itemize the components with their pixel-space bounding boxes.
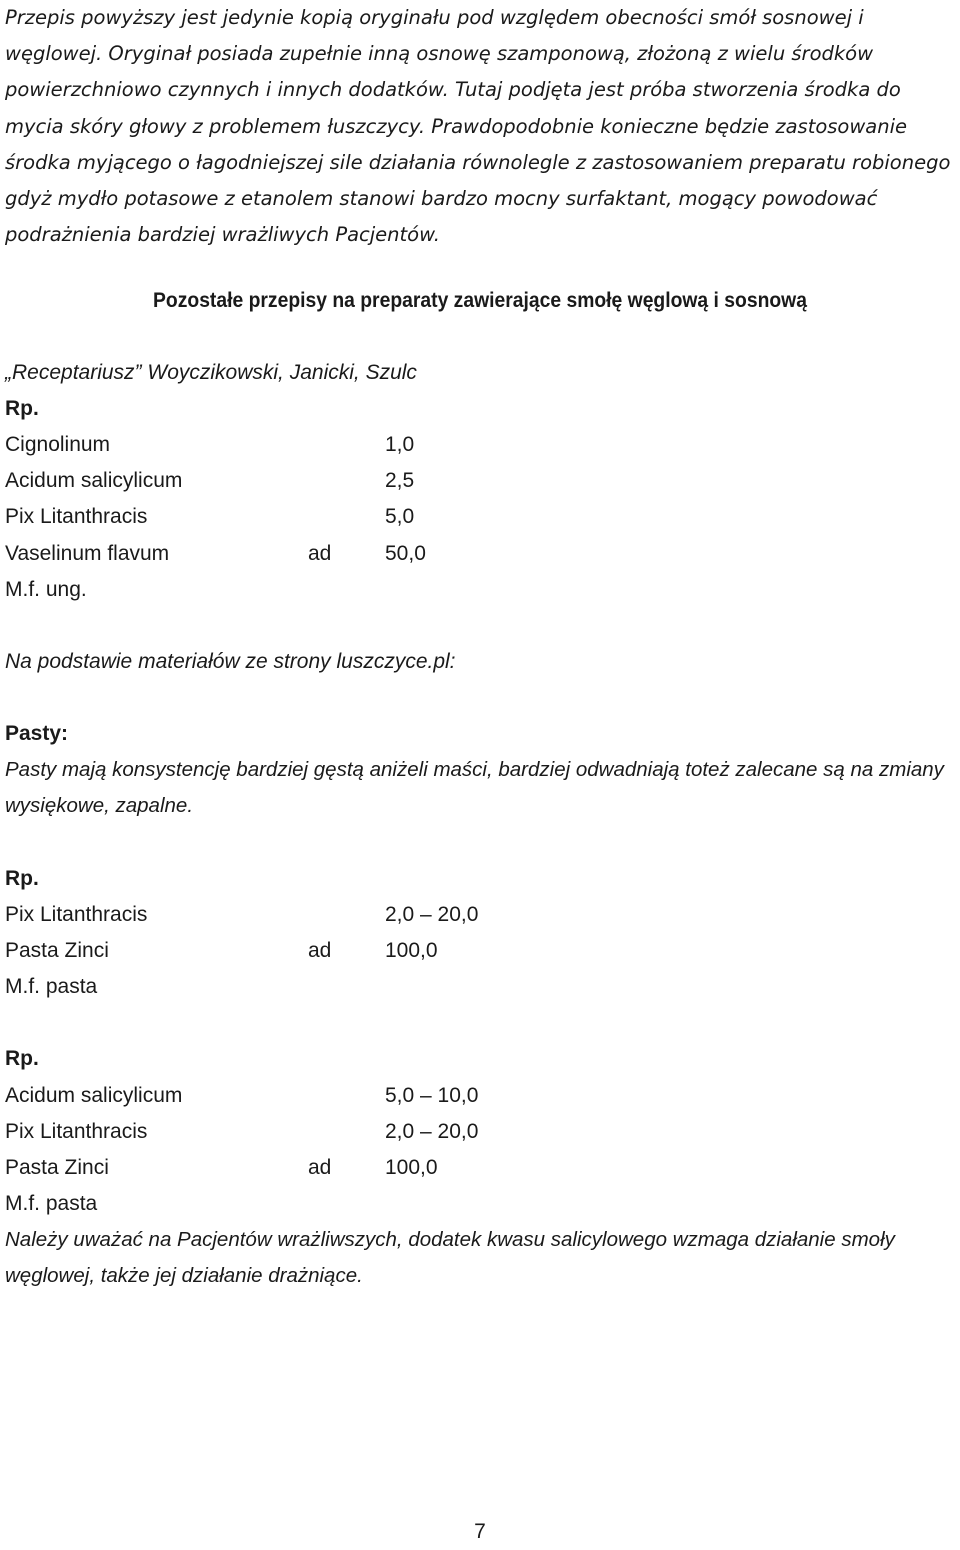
rx-label-2: Rp. [5, 867, 39, 890]
rx-ingredient-row [5, 1150, 605, 1186]
ingredient-ad: ad [308, 939, 332, 963]
ingredient-amount: 2,5 [385, 469, 415, 493]
warning-paragraph: Należy uważać na Pacjentów wrażliwszych, dodatek kwasu salicylowego wzmaga działanie smoły węglowej, także jej działanie drażniące. [5, 1228, 895, 1287]
ingredient-amount: 100,0 [385, 1156, 438, 1180]
ingredient-amount: 2,0 – 20,0 [385, 1120, 479, 1144]
ingredient-amount: 2,0 – 20,0 [385, 903, 479, 926]
page-number: 7 [474, 1520, 486, 1543]
ingredient-ad: ad [308, 1156, 332, 1180]
rx-label: Rp. [5, 397, 39, 420]
source-luszczyce: Na podstawie materiałów ze strony luszczyce.pl: [5, 650, 456, 673]
ingredient-amount: 50,0 [385, 541, 426, 565]
rx-ingredient-row [5, 536, 605, 572]
ingredient-name: Pix Litanthracis [5, 903, 148, 926]
rx-ingredient-row [5, 463, 605, 499]
intro-paragraph: Przepis powyższy jest jedynie kopią oryginału pod względem obecności smół sosnowej i węglowej. Oryginał posiada zupełnie inną osnowę szamponową, złożoną z wielu środków powierzchniowo czynnych i innych dodatków. Tutaj podjęta jest próba stworzenia środka do mycia skóry głowy z problemem łuszczycy. Prawdopodobnie konieczne będzie zastosowanie środka myjącego o łagodniejszej sile działania równolegle z zastosowaniem preparatu robionego gdyż mydło potasowe z etanolem stanowi bardzo mocny surfaktant, mogący powodować podrażnienia bardziej wrażliwych Pacjentów. [5, 6, 951, 247]
rx-ingredient-row [5, 1078, 605, 1114]
ingredient-name: Acidum salicylicum [5, 1084, 183, 1107]
ingredient-amount: 5,0 [385, 505, 415, 529]
ingredient-ad: ad [308, 541, 332, 565]
ingredient-name: Vaselinum flavum [5, 541, 170, 565]
ingredient-name: Pix Litanthracis [5, 1120, 148, 1144]
pasty-description: Pasty mają konsystencję bardziej gęstą aniżeli maści, bardziej odwadniają toteż zalecane są na zmiany wysiękowe, zapalne. [5, 758, 944, 817]
pasty-heading: Pasty: [5, 722, 69, 745]
rx-ingredient-row [5, 499, 605, 535]
rx1-mf: M.f. ung. [5, 578, 87, 601]
rx-label-3: Rp. [5, 1047, 39, 1070]
ingredient-name: Pasta Zinci [5, 939, 109, 963]
source-receptariusz: „Receptariusz” Woyczikowski, Janicki, Szulc [5, 361, 417, 384]
ingredient-name: Pix Litanthracis [5, 505, 148, 529]
rx-ingredient-row [5, 427, 605, 463]
ingredient-name: Acidum salicylicum [5, 469, 183, 493]
rx3-mf: M.f. pasta [5, 1192, 98, 1215]
rx-ingredient-row [5, 897, 605, 933]
ingredient-amount: 1,0 [385, 433, 415, 456]
rx-ingredient-row [5, 1114, 605, 1150]
section-title: Pozostałe przepisy na preparaty zawierające smołę węglową i sosnową [153, 289, 807, 312]
rx2-mf: M.f. pasta [5, 975, 98, 998]
ingredient-name: Cignolinum [5, 433, 111, 456]
ingredient-amount: 100,0 [385, 939, 438, 963]
ingredient-name: Pasta Zinci [5, 1156, 109, 1180]
ingredient-amount: 5,0 – 10,0 [385, 1084, 479, 1107]
rx-ingredient-row [5, 933, 605, 969]
